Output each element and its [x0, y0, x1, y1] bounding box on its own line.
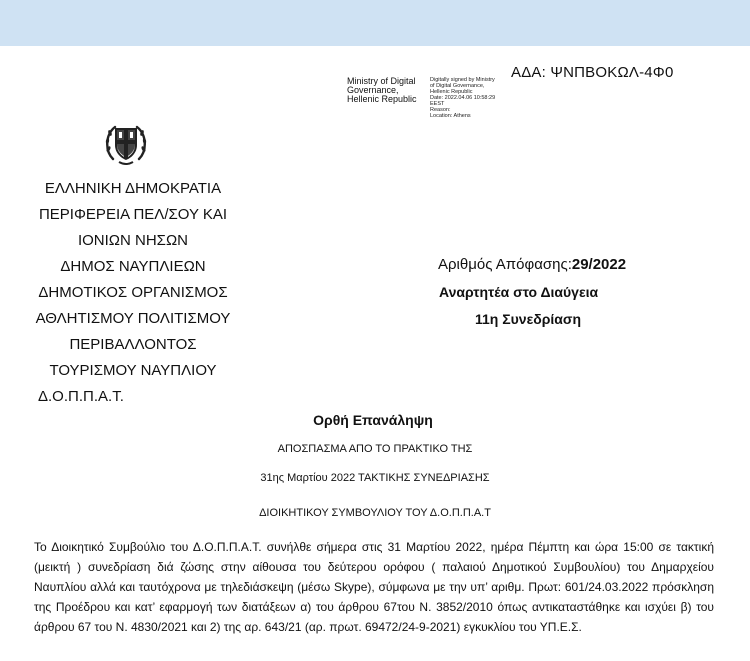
- correction-heading: Ορθή Επανάληψη: [313, 412, 433, 428]
- document-page: [0, 46, 750, 661]
- issuer-line: ΙΟΝΙΩΝ ΝΗΣΩΝ: [77, 232, 189, 249]
- digital-signature-details: [430, 77, 520, 119]
- issuer-line: ΔΗΜΟΣ ΝΑΥΠΛΙΕΩΝ: [60, 258, 206, 275]
- signer-line: Ministry of Digital: [347, 76, 416, 86]
- digital-signature-signer: [347, 77, 429, 104]
- issuer-line: ΠΕΡΙΦΕΡΕΙΑ ΠΕΛ/ΣΟΥ ΚΑΙ: [38, 206, 228, 223]
- meeting-heading: 31ης Μαρτίου 2022 ΤΑΚΤΙΚΗΣ ΣΥΝΕΔΡΙΑΣΗΣ: [260, 472, 490, 484]
- viewer-top-bar: [0, 0, 750, 46]
- issuer-line: Δ.Ο.Π.Π.Α.Τ.: [38, 388, 124, 405]
- issuer-line: ΑΘΛΗΤΙΣΜΟΥ ΠΟΛΙΤΙΣΜΟΥ: [35, 310, 231, 327]
- signature-detail-line: of Digital Governance,: [430, 83, 485, 89]
- decision-number: [438, 256, 626, 274]
- session-number: 11η Συνεδρίαση: [475, 311, 581, 327]
- issuer-line: ΠΕΡΙΒΑΛΛΟΝΤΟΣ: [69, 336, 197, 353]
- signer-line: Governance,: [347, 85, 399, 95]
- signature-detail-line: EEST: [430, 101, 445, 107]
- signature-detail-line: Digitally signed by Ministry: [430, 77, 495, 83]
- decision-number-value: 29/2022: [571, 256, 627, 273]
- issuer-line: ΔΗΜΟΤΙΚΟΣ ΟΡΓΑΝΙΣΜΟΣ: [38, 284, 228, 301]
- greek-coat-of-arms-icon: [101, 119, 151, 167]
- signature-detail-line: Reason:: [430, 107, 451, 113]
- issuer-line: ΕΛΛΗΝΙΚΗ ΔΗΜΟΚΡΑΤΙΑ: [44, 180, 222, 197]
- board-heading: ΔΙΟΙΚΗΤΙΚΟΥ ΣΥΜΒΟΥΛΙΟΥ ΤΟΥ Δ.Ο.Π.Π.Α.Τ: [259, 507, 491, 519]
- ada-code: ΑΔΑ: ΨΝΠΒΟΚΩΛ-4Φ0: [511, 64, 674, 81]
- signature-detail-line: Location: Athens: [430, 113, 471, 119]
- excerpt-heading: ΑΠΟΣΠΑΣΜΑ ΑΠΟ ΤΟ ΠΡΑΚΤΙΚΟ ΤΗΣ: [277, 443, 473, 455]
- diavgeia-posting-note: Αναρτητέα στο Διαύγεια: [439, 284, 599, 300]
- minutes-body-paragraph: Το Διοικητικό Συμβούλιο του Δ.Ο.Π.Π.Α.Τ. συνήλθε σήμερα στις 31 Μαρτίου 2022, ημέρα Πέμπτη και ώρα 15:00 σε τακτική (μεικτή ) συνεδρίαση διά ζώσης στην αίθουσα του δεύτερου ορόφου ( παλαιού Δημοτικού Συμβουλίου) του Δημαρχείου Ναυπλίου αλλά και ταυτόχρονα με τηλεδιάσκεψη (μέσω Skype), σύμφωνα με την υπ’ αριθμ. Πρωτ: 601/24.03.2022 πρόσκληση της Προέδρου και κατ’ εφαρμογή των διατάξεων α) του άρθρου 67του Ν. 3852/2010 όπως αντικαταστάθηκε και ισχύει β) του άρθρου 67 του Ν. 4830/2021 και 2) της αρ. 643/21 (αρ. πρωτ. 69472/24-9-2021) εγκυκλίου του ΥΠ.Ε.Σ.: [34, 540, 714, 634]
- issuer-block: [18, 176, 248, 410]
- signer-line: Hellenic Republic: [347, 94, 417, 104]
- signature-detail-line: Date: 2022.04.06 10:58:29: [430, 95, 496, 101]
- issuer-line: ΤΟΥΡΙΣΜΟΥ ΝΑΥΠΛΙΟΥ: [49, 362, 217, 379]
- decision-number-label: Αριθμός Απόφασης:: [438, 256, 572, 273]
- signature-detail-line: Hellenic Republic: [430, 89, 473, 95]
